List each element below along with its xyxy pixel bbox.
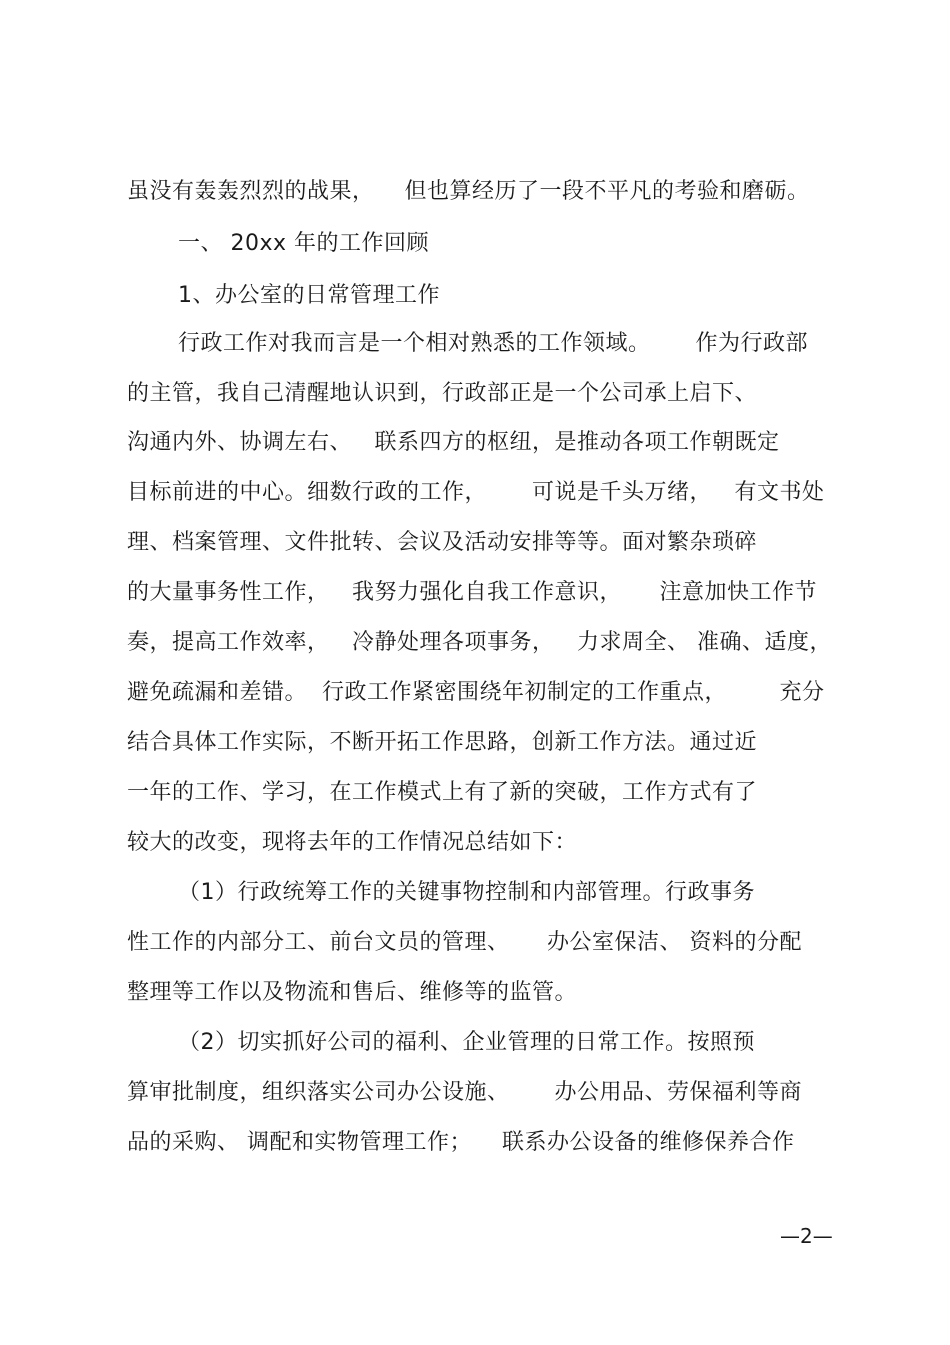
section-heading: 一、 20xx 年的工作回顾 (178, 231, 430, 256)
body-text-line: 奏，提高工作效率， 冷静处理各项事务， 力求周全、 准确、适度， (127, 630, 832, 655)
body-text-line: 算审批制度，组织落实公司办公设施、 办公用品、劳保福利等商 (127, 1080, 802, 1105)
body-text-line: 品的采购、 调配和实物管理工作； 联系办公设备的维修保养合作 (127, 1130, 795, 1155)
body-text-line: 理、档案管理、文件批转、会议及活动安排等等。面对繁杂琐碎 (127, 530, 758, 555)
numbered-item-line: （1）行政统筹工作的关键事物控制和内部管理。行政事务 (178, 880, 755, 905)
body-text-line: 较大的改变，现将去年的工作情况总结如下： (127, 830, 578, 855)
page-number: —2— (780, 1224, 833, 1248)
body-text-line: 的主管，我自己清醒地认识到，行政部正是一个公司承上启下、 (127, 381, 758, 406)
body-text-line: 行政工作对我而言是一个相对熟悉的工作领域。 作为行政部 (178, 331, 808, 356)
body-text-line: 避免疏漏和差错。 行政工作紧密围绕年初制定的工作重点， 充分 (127, 680, 825, 705)
body-text-line: 虽没有轰轰烈烈的战果， 但也算经历了一段不平凡的考验和磨砺。 (127, 179, 810, 204)
body-text-line: 结合具体工作实际，不断开拓工作思路，创新工作方法。通过近 (127, 730, 758, 755)
body-text-line: 整理等工作以及物流和售后、维修等的监管。 (127, 980, 578, 1005)
numbered-item-line: （2）切实抓好公司的福利、企业管理的日常工作。按照预 (178, 1030, 755, 1055)
body-text-line: 目标前进的中心。细数行政的工作， 可说是千头万绪， 有文书处 (127, 480, 825, 505)
body-text-line: 一年的工作、学习，在工作模式上有了新的突破，工作方式有了 (127, 780, 758, 805)
subsection-heading: 1、办公室的日常管理工作 (178, 283, 440, 308)
body-text-line: 性工作的内部分工、前台文员的管理、 办公室保洁、 资料的分配 (127, 930, 802, 955)
body-text-line: 的大量事务性工作， 我努力强化自我工作意识， 注意加快工作节 (127, 580, 817, 605)
body-text-line: 沟通内外、协调左右、 联系四方的枢纽，是推动各项工作朝既定 (127, 430, 780, 455)
